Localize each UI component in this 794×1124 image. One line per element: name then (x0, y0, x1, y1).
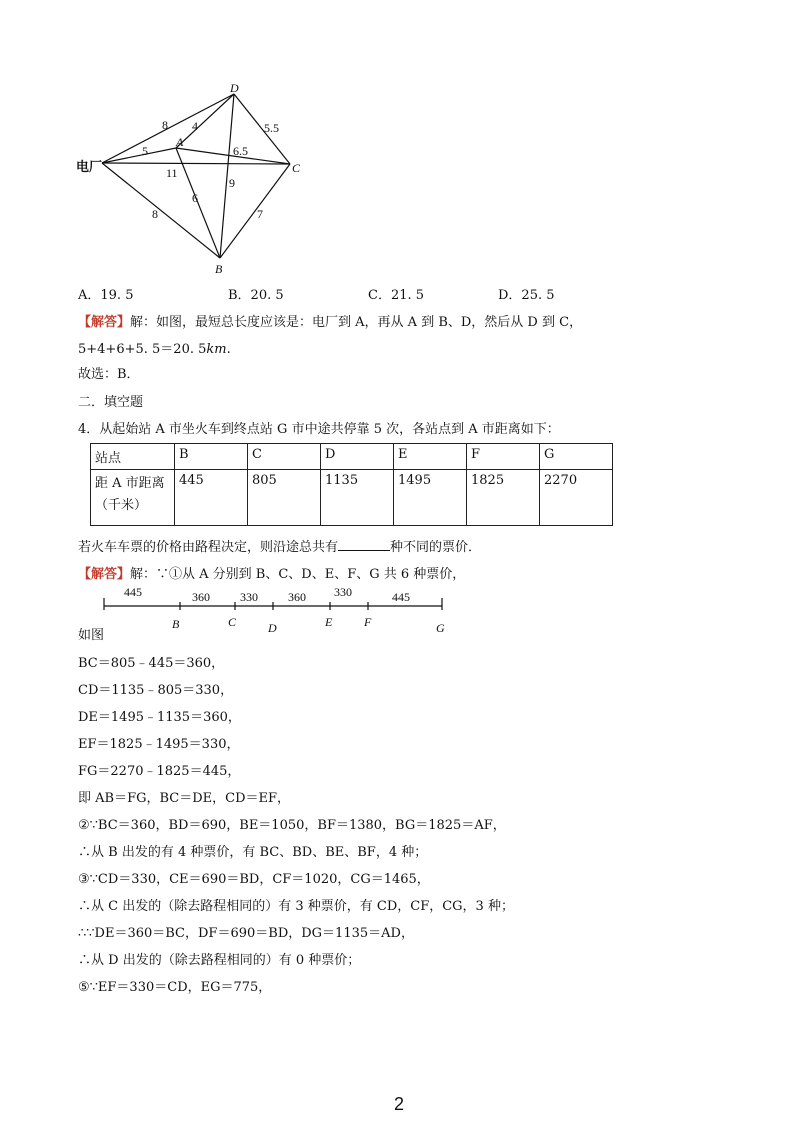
segment-label: 360 (192, 590, 210, 604)
q4-stem: 4．从起始站 A 市坐火车到终点站 G 市中途共停靠 5 次，各站点到 A 市距离如下： (78, 422, 560, 437)
table-header-cell: D (321, 444, 394, 470)
q3-calc-unit: km (206, 342, 227, 357)
table-header-cell: G (540, 444, 613, 470)
q4-solution-text: 解：∵①从 A 分别到 B、C、D、E、F、G 共 6 种票价， (130, 567, 466, 582)
route-diagram (70, 80, 330, 280)
station-label: F (364, 615, 372, 629)
edge-label-plant-b: 8 (152, 207, 158, 221)
table-cell: 1495 (394, 470, 467, 526)
edge-label-d-b: 9 (229, 176, 235, 190)
table-cell: 1135 (321, 470, 394, 526)
solution-line: ∴从 C 出发的（除去路程相同的）有 3 种票价，有 CD，CF，CG，3 种； (78, 899, 514, 914)
solution-line: ③∵CD＝330，CE＝690＝BD，CF＝1020，CG＝1465， (78, 872, 430, 887)
answer-tag: 【解答】 (78, 567, 131, 582)
solution-line: CD＝1135﹣805＝330， (78, 683, 234, 698)
stations-table (90, 443, 613, 526)
q3-calc-dot: . (226, 342, 231, 357)
table-header-cell: C (248, 444, 321, 470)
section-heading: 二．填空题 (78, 395, 144, 410)
q4-question (78, 536, 481, 555)
station-label: D (268, 621, 277, 634)
solution-line: BC＝805﹣445＝360， (78, 656, 225, 671)
table-header-cell: B (175, 444, 248, 470)
table-header-row (91, 444, 613, 470)
q4-question-pre: 若火车车票的价格由路程决定，则沿途总共有 (78, 540, 339, 555)
edge-plant-a (102, 148, 176, 163)
edge-plant-c (102, 163, 290, 164)
segment-label: 330 (334, 585, 352, 599)
page-number: 2 (394, 1094, 405, 1114)
figure-caption: 如图 (78, 628, 105, 643)
table-header-cell: E (394, 444, 467, 470)
solution-line: ∴∵DE＝360＝BC，DF＝690＝BD，DG＝1135＝AD， (78, 926, 414, 941)
station-label: G (436, 621, 445, 634)
solution-line: ⑤∵EF＝330＝CD，EG＝775， (78, 980, 272, 995)
table-cell: 445 (175, 470, 248, 526)
row-label-line-2: （千米） (95, 498, 148, 513)
station-label: E (325, 615, 333, 629)
row-label-line-1: 距 A 市距离 (95, 476, 165, 491)
power-plant-label: 电厂 (76, 160, 103, 175)
table-row (91, 470, 613, 526)
table-cell: 1825 (467, 470, 540, 526)
solution-line: DE＝1495﹣1135＝360， (78, 710, 241, 725)
solution-line: 即 AB＝FG，BC＝DE，CD＝EF， (78, 791, 291, 806)
edge-plant-d (102, 94, 234, 163)
table-row-label (91, 470, 175, 526)
point-b-label: B (215, 262, 223, 276)
edge-a-b (176, 148, 220, 258)
edge-label-d-c: 5.5 (264, 121, 279, 135)
station-label: C (228, 615, 237, 629)
solution-line: ∴从 B 出发的有 4 种票价，有 BC、BD、BE、BF，4 种； (78, 845, 428, 860)
edge-label-plant-a: 5 (142, 144, 148, 158)
segment-label: 445 (392, 590, 410, 604)
option-a: A．19. 5 (78, 288, 134, 303)
table-header-cell: 站点 (91, 444, 175, 470)
edge-label-a-d: 4 (192, 119, 198, 133)
q3-choice: 故选：B． (78, 367, 140, 382)
segment-label: 445 (124, 585, 142, 599)
segment-label: 360 (288, 590, 306, 604)
option-b: B．20. 5 (228, 288, 284, 303)
solution-line: ∴从 D 出发的（除去路程相同的）有 0 种票价； (78, 953, 361, 968)
number-line-figure (96, 582, 456, 634)
table-cell: 805 (248, 470, 321, 526)
q4-question-post: 种不同的票价． (390, 540, 482, 555)
solution-line: ②∵BC＝360，BD＝690，BE＝1050，BF＝1380，BG＝1825＝AF， (78, 818, 506, 833)
option-d: D．25. 5 (498, 288, 555, 303)
q4-solution-first (78, 563, 465, 582)
q3-solution-line (78, 311, 582, 330)
q3-solution-text: 解：如图，最短总长度应该是：电厂到 A，再从 A 到 B、D，然后从 D 到 C， (130, 315, 583, 330)
point-c-label: C (292, 161, 301, 175)
edge-label-a-c: 6.5 (233, 144, 248, 158)
solution-line: EF＝1825﹣1495＝330， (78, 737, 240, 752)
edge-plant-b (102, 163, 220, 258)
answer-blank (338, 538, 390, 551)
table-cell: 2270 (540, 470, 613, 526)
table-header-cell: F (467, 444, 540, 470)
answer-tag: 【解答】 (78, 315, 131, 330)
edge-label-plant-c: 11 (166, 166, 178, 180)
edge-a-d (176, 94, 234, 148)
segment-label: 330 (240, 590, 258, 604)
edge-label-a-b: 6 (192, 191, 198, 205)
point-a-label: A (176, 135, 184, 149)
station-label: B (172, 617, 180, 631)
q3-calc-text: 5+4+6+5. 5＝20. 5 (78, 342, 207, 357)
option-c: C．21. 5 (368, 288, 425, 303)
point-d-label: D (230, 81, 239, 95)
edge-label-c-b: 7 (257, 207, 263, 221)
solution-line: FG＝2270﹣1825＝445， (78, 764, 241, 779)
q3-calculation (78, 338, 231, 357)
edge-label-plant-d: 8 (162, 118, 168, 132)
